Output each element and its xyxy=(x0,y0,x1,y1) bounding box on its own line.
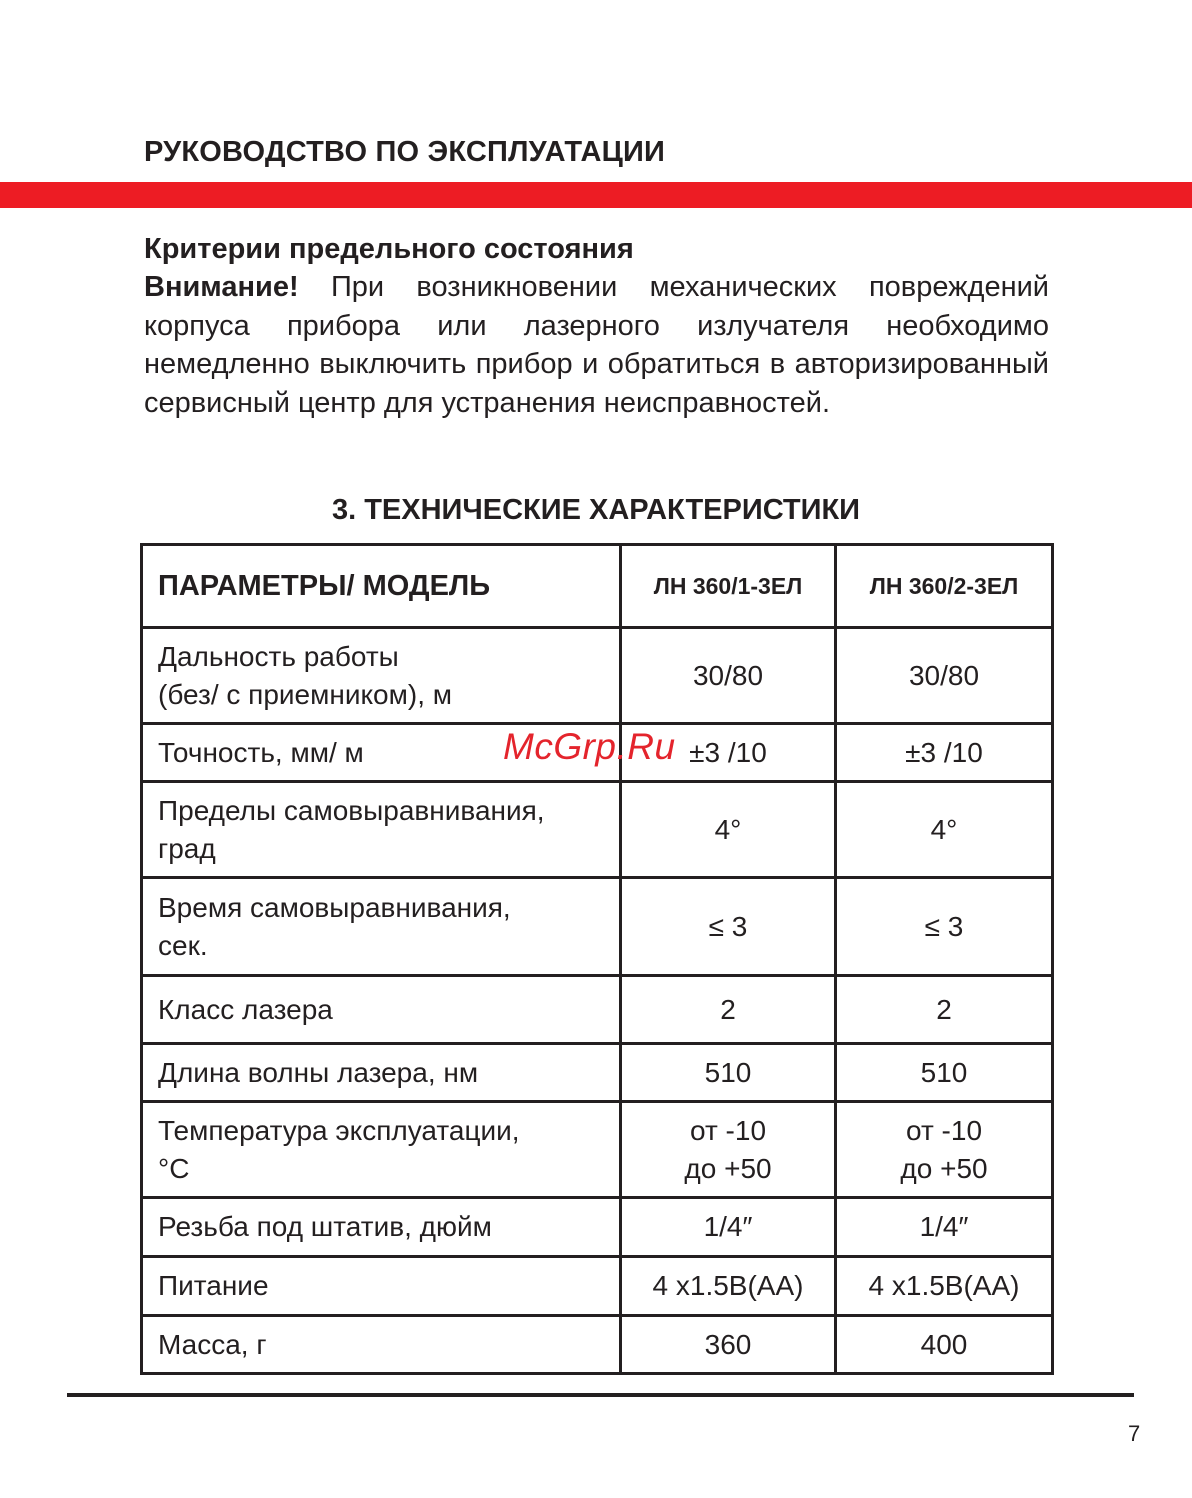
cell-line: °С xyxy=(158,1152,190,1184)
page-number: 7 xyxy=(1128,1421,1141,1446)
cell-line: 2 xyxy=(936,993,952,1025)
model-1-value-cell xyxy=(621,1257,836,1316)
specs-heading: 3. ТЕХНИЧЕСКИЕ ХАРАКТЕРИСТИКИ xyxy=(331,494,861,526)
table-row xyxy=(142,1044,1053,1102)
table-header-row xyxy=(142,545,1053,628)
cell-line: от -10 xyxy=(689,1114,767,1146)
cell-line: Время самовыравнивания, xyxy=(158,891,511,923)
model-1-value-cell xyxy=(621,1044,836,1102)
model-1-value-cell xyxy=(621,1102,836,1198)
model-2-value-cell xyxy=(836,976,1053,1044)
cell-line: 30/80 xyxy=(692,659,764,691)
cell-line: Резьба под штатив, дюйм xyxy=(158,1211,492,1242)
model-1-value-cell xyxy=(621,976,836,1044)
header-red-bar xyxy=(0,182,1192,208)
table-row xyxy=(142,1257,1053,1316)
table-row xyxy=(142,1198,1053,1257)
cell-line: 2 xyxy=(720,993,736,1025)
parameter-cell xyxy=(142,976,621,1044)
model-2-value-cell xyxy=(836,878,1053,976)
cell-line: ≤ 3 xyxy=(924,910,964,942)
parameter-cell xyxy=(142,1102,621,1198)
model-2-value-cell xyxy=(836,724,1053,782)
table-row xyxy=(142,1316,1053,1374)
cell-line: Масса, г xyxy=(158,1328,267,1360)
table-row xyxy=(142,628,1053,724)
parameter-cell xyxy=(142,1257,621,1316)
cell-line: 360 xyxy=(704,1328,752,1360)
cell-line: 400 xyxy=(920,1328,968,1360)
model-2-value-cell xyxy=(836,1257,1053,1316)
cell-line: 4 x1.5B(AA) xyxy=(868,1270,1020,1301)
cell-line: 30/80 xyxy=(908,659,980,691)
cell-line: Пределы самовыравнивания, xyxy=(158,794,545,826)
model-2-value-cell xyxy=(836,782,1053,878)
criteria-title: Критерии предельного состояния xyxy=(144,233,634,265)
cell-line: от -10 xyxy=(905,1114,983,1146)
model-2-value-cell xyxy=(836,628,1053,724)
cell-line: 4 x1.5B(AA) xyxy=(652,1270,804,1301)
cell-line: 510 xyxy=(704,1056,752,1088)
cell-line: сек. xyxy=(158,929,208,961)
cell-line: Питание xyxy=(158,1270,269,1301)
cell-line: Класс лазера xyxy=(158,993,333,1025)
footer-divider xyxy=(67,1393,1134,1397)
cell-line: Длина волны лазера, нм xyxy=(158,1056,479,1088)
cell-line: (без/ с приемником), м xyxy=(158,678,452,710)
column-header-parameters: ПАРАМЕТРЫ/ МОДЕЛЬ xyxy=(142,545,621,628)
cell-line: 4° xyxy=(714,813,742,845)
column-header-model-1: ЛН 360/1-3ЕЛ xyxy=(621,545,836,628)
criteria-text xyxy=(144,268,1049,422)
cell-line: Дальность работы xyxy=(158,640,399,672)
table-row xyxy=(142,976,1053,1044)
cell-line: 4° xyxy=(930,813,958,845)
column-header-model-2: ЛН 360/2-3ЕЛ xyxy=(836,545,1053,628)
cell-line: град xyxy=(158,832,216,864)
parameter-cell xyxy=(142,1044,621,1102)
watermark-text: McGrp.Ru xyxy=(503,726,676,767)
model-1-value-cell xyxy=(621,878,836,976)
model-1-value-cell xyxy=(621,782,836,878)
model-1-value-cell xyxy=(621,628,836,724)
parameter-cell xyxy=(142,1198,621,1257)
cell-line: 1/4″ xyxy=(703,1211,753,1242)
page-header-title: РУКОВОДСТВО ПО ЭКСПЛУАТАЦИИ xyxy=(144,136,666,168)
model-1-value-cell xyxy=(621,1198,836,1257)
table-row xyxy=(142,782,1053,878)
parameter-cell xyxy=(142,782,621,878)
cell-line: 510 xyxy=(920,1056,968,1088)
model-2-value-cell xyxy=(836,1198,1053,1257)
parameter-cell xyxy=(142,628,621,724)
criteria-body: При возникновении механических повреждений корпуса прибора или лазерного излучателя необходимо немедленно выключить прибор и обратиться в авторизированный сервисный центр для устранения неисправностей. xyxy=(144,271,1049,419)
model-2-value-cell xyxy=(836,1102,1053,1198)
cell-line: до +50 xyxy=(900,1152,988,1184)
cell-line: ±3 /10 xyxy=(905,736,983,768)
table-row xyxy=(142,1102,1053,1198)
specs-table xyxy=(140,543,1054,1375)
cell-line: ≤ 3 xyxy=(708,910,748,942)
cell-line: 1/4″ xyxy=(919,1211,969,1242)
parameter-cell xyxy=(142,1316,621,1374)
table-row xyxy=(142,878,1053,976)
cell-line: до +50 xyxy=(684,1152,772,1184)
cell-line: Точность, мм/ м xyxy=(158,736,364,768)
parameter-cell xyxy=(142,878,621,976)
warning-label: Внимание! xyxy=(144,271,299,303)
model-2-value-cell xyxy=(836,1316,1053,1374)
model-1-value-cell xyxy=(621,1316,836,1374)
model-2-value-cell xyxy=(836,1044,1053,1102)
cell-line: ±3 /10 xyxy=(689,736,767,768)
cell-line: Температура эксплуатации, xyxy=(158,1114,520,1146)
criteria-section xyxy=(144,230,1049,422)
